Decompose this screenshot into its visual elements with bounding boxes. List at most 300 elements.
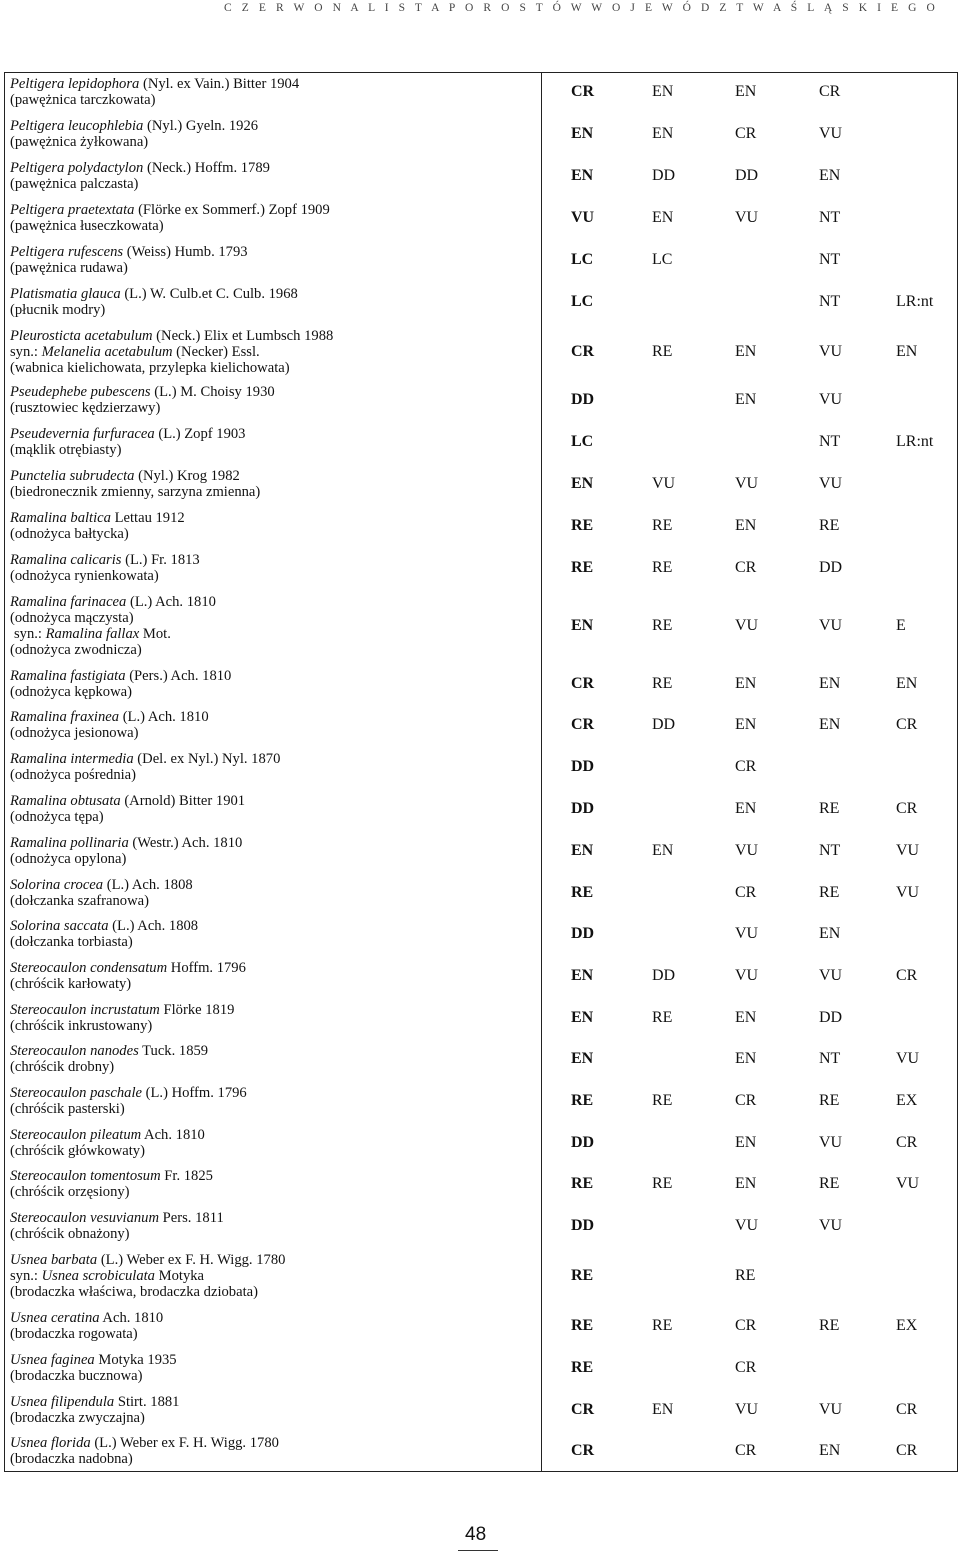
status-cell-col2: EN (652, 209, 674, 226)
species-cell (10, 1043, 535, 1075)
species-author: (L.) Weber ex F. H. Wigg. 1780 (90, 1435, 279, 1451)
status-cell-col2: RE (652, 1092, 673, 1109)
synonym-label: syn.: (14, 626, 46, 642)
species-common-name: (dołczanka szafranowa) (10, 893, 149, 909)
status-cell-col1: DD (571, 391, 595, 408)
status-cell-col2: LC (652, 251, 673, 268)
species-name-line (10, 202, 535, 218)
species-latin-name: Stereocaulon paschale (10, 1085, 142, 1101)
species-common-name: (odnożyca kępkowa) (10, 684, 132, 700)
species-name-line (10, 1252, 535, 1268)
species-name-line (10, 835, 535, 851)
status-cell-col1: LC (571, 293, 594, 310)
status-cell-col5: EN (896, 675, 918, 692)
status-cell-col3: EN (735, 83, 757, 100)
species-common-name: (odnożyca rynienkowata) (10, 568, 159, 584)
status-cell-col1: DD (571, 1217, 595, 1234)
species-latin-name: Stereocaulon tomentosum (10, 1168, 161, 1184)
status-cell-col1: RE (571, 1175, 594, 1192)
species-cell (10, 1085, 535, 1117)
status-cell-col4: NT (819, 842, 841, 859)
status-cell-col4: DD (819, 559, 843, 576)
species-common-name: (odnożyca bałtycka) (10, 526, 129, 542)
status-cell-col4: NT (819, 1050, 841, 1067)
species-latin-name: Ramalina calicaris (10, 552, 122, 568)
species-cell (10, 328, 535, 376)
status-cell-col1: LC (571, 433, 594, 450)
species-common-name: (brodaczka właściwa, brodaczka dziobata) (10, 1284, 258, 1300)
status-cell-col3: RE (735, 1267, 756, 1284)
species-latin-name: Peltigera rufescens (10, 244, 124, 260)
species-common-name: (brodaczka bucznowa) (10, 1368, 143, 1384)
species-latin-name: Usnea filipendula (10, 1394, 115, 1410)
species-latin-name: Punctelia subrudecta (10, 468, 135, 484)
status-cell-col3: VU (735, 209, 759, 226)
species-cell (10, 709, 535, 741)
species-author: (L.) M. Choisy 1930 (150, 384, 275, 400)
species-author: Tuck. 1859 (138, 1043, 209, 1059)
status-cell-col1: CR (571, 716, 595, 733)
status-cell-col5: VU (896, 1050, 920, 1067)
status-cell-col3: EN (735, 391, 757, 408)
status-cell-col1: EN (571, 967, 594, 984)
species-name-line (10, 1127, 535, 1143)
status-cell-col1: RE (571, 517, 594, 534)
status-cell-col4: CR (819, 83, 841, 100)
status-cell-col2: RE (652, 343, 673, 360)
species-name-line (10, 793, 535, 809)
species-author: (L.) Ach. 1808 (103, 877, 193, 893)
status-cell-col3: CR (735, 1092, 757, 1109)
species-cell (10, 244, 535, 276)
status-cell-col1: RE (571, 1092, 594, 1109)
species-cell (10, 918, 535, 950)
species-latin-name: Pleurosticta acetabulum (10, 328, 153, 344)
species-latin-name: Usnea faginea (10, 1352, 95, 1368)
status-cell-col1: RE (571, 1267, 594, 1284)
status-cell-col4: VU (819, 1217, 843, 1234)
species-name-line (10, 594, 535, 610)
species-name-line (10, 1310, 535, 1326)
status-cell-col1: EN (571, 475, 594, 492)
species-author: (Neck.) Hoffm. 1789 (143, 160, 270, 176)
status-cell-col3: VU (735, 617, 759, 634)
status-cell-col1: EN (571, 842, 594, 859)
species-name-line (10, 286, 535, 302)
status-cell-col3: EN (735, 800, 757, 817)
status-cell-col2: EN (652, 842, 674, 859)
status-cell-col5: VU (896, 884, 920, 901)
status-cell-col1: CR (571, 1442, 595, 1459)
species-name-line (10, 1168, 535, 1184)
status-cell-col2: RE (652, 1009, 673, 1026)
species-name-line (10, 1085, 535, 1101)
status-cell-col4: EN (819, 1442, 841, 1459)
status-cell-col3: EN (735, 675, 757, 692)
species-common-name: (pawężnica palczasta) (10, 176, 139, 192)
species-name-line (10, 244, 535, 260)
species-author: (L.) Zopf 1903 (154, 426, 246, 442)
species-common-name: (chróścik obnażony) (10, 1226, 130, 1242)
status-cell-col4: EN (819, 675, 841, 692)
status-cell-col1: VU (571, 209, 595, 226)
species-latin-name: Peltigera polydactylon (10, 160, 144, 176)
species-name-line (10, 76, 535, 92)
species-author: (Westr.) Ach. 1810 (128, 835, 243, 851)
status-cell-col4: VU (819, 343, 843, 360)
species-latin-name: Peltigera lepidophora (10, 76, 140, 92)
species-author: (L.) Ach. 1810 (126, 594, 216, 610)
status-cell-col4: VU (819, 1134, 843, 1151)
status-cell-col2: RE (652, 1317, 673, 1334)
status-cell-col3: CR (735, 758, 757, 775)
species-latin-name: Stereocaulon condensatum (10, 960, 168, 976)
species-author: (Arnold) Bitter 1901 (120, 793, 246, 809)
status-cell-col1: EN (571, 617, 594, 634)
species-cell (10, 960, 535, 992)
status-cell-col1: RE (571, 559, 594, 576)
species-latin-name: Peltigera praetextata (10, 202, 135, 218)
species-cell (10, 877, 535, 909)
species-latin-name: Stereocaulon incrustatum (10, 1002, 160, 1018)
species-common-name: (chróścik drobny) (10, 1059, 115, 1075)
species-common-name: (brodaczka nadobna) (10, 1451, 133, 1467)
status-cell-col3: CR (735, 884, 757, 901)
species-author: (L.) Ach. 1810 (119, 709, 209, 725)
status-cell-col2: RE (652, 617, 673, 634)
status-cell-col1: RE (571, 884, 594, 901)
species-name-line (10, 552, 535, 568)
species-common-name: (odnożyca zwodnicza) (10, 642, 142, 658)
synonym-line (10, 626, 535, 642)
status-cell-col3: DD (735, 167, 759, 184)
status-cell-col2: RE (652, 675, 673, 692)
species-common-name: (brodaczka zwyczajna) (10, 1410, 145, 1426)
species-name-line (10, 160, 535, 176)
synonym-label: syn.: (10, 1268, 42, 1284)
species-name-line (10, 709, 535, 725)
species-author: Ach. 1810 (99, 1310, 164, 1326)
status-cell-col3: VU (735, 1217, 759, 1234)
status-cell-col3: VU (735, 842, 759, 859)
status-cell-col1: CR (571, 83, 595, 100)
synonym-label: syn.: (10, 344, 42, 360)
species-latin-name: Ramalina farinacea (10, 594, 127, 610)
status-cell-col5: CR (896, 1442, 918, 1459)
species-latin-name: Solorina saccata (10, 918, 109, 934)
status-cell-col5: CR (896, 716, 918, 733)
species-latin-name: Ramalina intermedia (10, 751, 134, 767)
synonym-line (10, 344, 535, 360)
species-latin-name: Pseudevernia furfuracea (10, 426, 155, 442)
status-cell-col1: CR (571, 1401, 595, 1418)
synonym-author: Motyka (154, 1268, 205, 1284)
status-cell-col4: NT (819, 251, 841, 268)
species-common-name: (chróścik główkowaty) (10, 1143, 145, 1159)
species-author: (Nyl. ex Vain.) Bitter 1904 (139, 76, 300, 92)
status-cell-col3: EN (735, 716, 757, 733)
species-cell (10, 160, 535, 192)
status-cell-col5: CR (896, 800, 918, 817)
species-cell (10, 202, 535, 234)
status-cell-col3: EN (735, 1134, 757, 1151)
synonym-author: Mot. (139, 626, 171, 642)
species-author: Motyka 1935 (94, 1352, 177, 1368)
species-author: Stirt. 1881 (114, 1394, 180, 1410)
status-cell-col5: E (896, 617, 906, 634)
status-cell-col2: RE (652, 517, 673, 534)
species-cell (10, 1210, 535, 1242)
status-cell-col3: VU (735, 475, 759, 492)
species-name-line (10, 1210, 535, 1226)
species-common-name: (dołczanka torbiasta) (10, 934, 133, 950)
species-common-name: (biedronecznik zmienny, sarzyna zmienna) (10, 484, 261, 500)
status-cell-col5: LR:nt (896, 293, 934, 310)
status-cell-col3: CR (735, 1359, 757, 1376)
status-cell-col4: VU (819, 125, 843, 142)
species-common-name: (brodaczka rogowata) (10, 1326, 138, 1342)
species-cell (10, 594, 535, 658)
status-cell-col2: VU (652, 475, 676, 492)
species-cell (10, 835, 535, 867)
status-cell-col4: RE (819, 1175, 840, 1192)
status-cell-col5: EN (896, 343, 918, 360)
species-cell (10, 468, 535, 500)
status-cell-col2: DD (652, 967, 676, 984)
status-cell-col1: CR (571, 343, 595, 360)
species-name-line (10, 1352, 535, 1368)
species-latin-name: Ramalina fastigiata (10, 668, 126, 684)
species-common-name: (pawężnica łuseczkowata) (10, 218, 164, 234)
status-cell-col3: VU (735, 967, 759, 984)
status-cell-col4: EN (819, 925, 841, 942)
species-name-line (10, 510, 535, 526)
status-cell-col3: EN (735, 1050, 757, 1067)
species-latin-name: Usnea florida (10, 1435, 91, 1451)
species-common-name: (pawężnica tarczkowata) (10, 92, 156, 108)
species-name-line (10, 1043, 535, 1059)
species-name-line (10, 1435, 535, 1451)
status-cell-col1: EN (571, 167, 594, 184)
species-author: (L.) Weber ex F. H. Wigg. 1780 (97, 1252, 286, 1268)
species-cell (10, 118, 535, 150)
species-name-line (10, 118, 535, 134)
species-common-name: (odnożyca mączysta) (10, 610, 134, 626)
status-cell-col5: EX (896, 1317, 918, 1334)
status-cell-col2: EN (652, 125, 674, 142)
species-name-line (10, 468, 535, 484)
status-cell-col2: EN (652, 83, 674, 100)
synonym-author: (Necker) Essl. (172, 344, 260, 360)
species-common-name: (chróścik inkrustowany) (10, 1018, 153, 1034)
status-cell-col5: CR (896, 1134, 918, 1151)
species-cell (10, 1168, 535, 1200)
species-author: (L.) Hoffm. 1796 (142, 1085, 247, 1101)
species-name-line (10, 918, 535, 934)
status-cell-col4: EN (819, 716, 841, 733)
species-common-name: (chróścik pasterski) (10, 1101, 125, 1117)
status-cell-col2: RE (652, 1175, 673, 1192)
species-common-name: (pawężnica rudawa) (10, 260, 128, 276)
species-cell (10, 384, 535, 416)
species-author: Flörke 1819 (159, 1002, 235, 1018)
synonym-line (10, 1268, 535, 1284)
species-cell (10, 751, 535, 783)
status-cell-col4: NT (819, 209, 841, 226)
page-header (0, 0, 960, 26)
status-cell-col3: EN (735, 517, 757, 534)
species-latin-name: Stereocaulon pileatum (10, 1127, 142, 1143)
species-name-line (10, 328, 535, 344)
species-cell (10, 1310, 535, 1342)
species-latin-name: Solorina crocea (10, 877, 104, 893)
status-cell-col3: CR (735, 559, 757, 576)
status-cell-col4: RE (819, 884, 840, 901)
status-cell-col4: VU (819, 1401, 843, 1418)
species-cell (10, 793, 535, 825)
status-cell-col4: VU (819, 475, 843, 492)
species-author: (L.) W. Culb.et C. Culb. 1968 (120, 286, 298, 302)
species-cell (10, 510, 535, 542)
species-common-name: (chróścik karłowaty) (10, 976, 132, 992)
species-latin-name: Ramalina pollinaria (10, 835, 129, 851)
species-name-line (10, 426, 535, 442)
status-cell-col5: VU (896, 842, 920, 859)
species-latin-name: Ramalina fraxinea (10, 709, 120, 725)
species-author: (Nyl.) Gyeln. 1926 (143, 118, 259, 134)
species-latin-name: Stereocaulon vesuvianum (10, 1210, 160, 1226)
species-author: (L.) Ach. 1808 (108, 918, 199, 934)
status-cell-col1: LC (571, 251, 594, 268)
species-common-name: (płucnik modry) (10, 302, 106, 318)
status-cell-col1: EN (571, 1009, 594, 1026)
status-cell-col1: DD (571, 800, 595, 817)
status-cell-col5: CR (896, 1401, 918, 1418)
synonym-name: Melanelia acetabulum (41, 344, 173, 360)
status-cell-col4: VU (819, 617, 843, 634)
species-name-line (10, 384, 535, 400)
species-cell (10, 1127, 535, 1159)
species-cell (10, 552, 535, 584)
status-cell-col1: EN (571, 1050, 594, 1067)
status-cell-col2: RE (652, 559, 673, 576)
status-cell-col1: RE (571, 1317, 594, 1334)
species-author: (Flörke ex Sommerf.) Zopf 1909 (134, 202, 330, 218)
synonym-name: Ramalina fallax (45, 626, 140, 642)
status-cell-col1: CR (571, 675, 595, 692)
species-name-line (10, 1002, 535, 1018)
species-name-line (10, 877, 535, 893)
column-divider (541, 72, 542, 1472)
status-cell-col3: EN (735, 343, 757, 360)
species-cell (10, 286, 535, 318)
species-latin-name: Pseudephebe pubescens (10, 384, 151, 400)
status-cell-col3: CR (735, 1317, 757, 1334)
species-common-name: (chróścik orzęsiony) (10, 1184, 130, 1200)
species-common-name: (pawężnica żyłkowana) (10, 134, 149, 150)
species-name-line (10, 960, 535, 976)
species-author: Hoffm. 1796 (167, 960, 246, 976)
species-cell (10, 76, 535, 108)
status-cell-col4: NT (819, 293, 841, 310)
species-common-name: (odnożyca opylona) (10, 851, 127, 867)
species-latin-name: Ramalina baltica (10, 510, 111, 526)
species-cell (10, 1394, 535, 1426)
status-cell-col4: NT (819, 433, 841, 450)
species-cell (10, 1352, 535, 1384)
species-author: (L.) Fr. 1813 (121, 552, 200, 568)
status-cell-col5: EX (896, 1092, 918, 1109)
status-cell-col4: VU (819, 391, 843, 408)
status-cell-col2: EN (652, 1401, 674, 1418)
species-latin-name: Peltigera leucophlebia (10, 118, 144, 134)
status-cell-col2: DD (652, 716, 676, 733)
status-cell-col1: DD (571, 925, 595, 942)
synonym-name: Usnea scrobiculata (41, 1268, 155, 1284)
species-latin-name: Ramalina obtusata (10, 793, 121, 809)
status-cell-col3: EN (735, 1175, 757, 1192)
species-name-line (10, 1394, 535, 1410)
species-cell (10, 1435, 535, 1467)
status-cell-col5: VU (896, 1175, 920, 1192)
status-cell-col4: RE (819, 1317, 840, 1334)
page-number-rule (458, 1550, 498, 1551)
status-cell-col4: RE (819, 1092, 840, 1109)
status-cell-col2: DD (652, 167, 676, 184)
status-cell-col5: CR (896, 967, 918, 984)
status-cell-col4: RE (819, 800, 840, 817)
species-author: Lettau 1912 (110, 510, 185, 526)
species-name-line (10, 751, 535, 767)
species-common-name: (mąklik otrębiasty) (10, 442, 122, 458)
species-author: (Pers.) Ach. 1810 (125, 668, 232, 684)
status-cell-col4: VU (819, 967, 843, 984)
species-cell (10, 426, 535, 458)
species-common-name: (odnożyca tępa) (10, 809, 104, 825)
status-cell-col3: CR (735, 125, 757, 142)
status-cell-col3: VU (735, 1401, 759, 1418)
status-cell-col5: LR:nt (896, 433, 934, 450)
status-cell-col4: EN (819, 167, 841, 184)
species-author: Pers. 1811 (159, 1210, 224, 1226)
species-latin-name: Platismatia glauca (10, 286, 121, 302)
species-author: Fr. 1825 (160, 1168, 213, 1184)
status-cell-col3: EN (735, 1009, 757, 1026)
species-author: Ach. 1810 (141, 1127, 205, 1143)
species-latin-name: Usnea ceratina (10, 1310, 100, 1326)
species-author: (Neck.) Elix et Lumbsch 1988 (152, 328, 334, 344)
species-cell (10, 668, 535, 700)
species-latin-name: Usnea barbata (10, 1252, 98, 1268)
header-title: C Z E R W O N A L I S T A P O R O S T Ó W W O J E W Ó D Z T W A Ś L Ą S K I E G O (224, 2, 939, 14)
species-author: (Del. ex Nyl.) Nyl. 1870 (133, 751, 281, 767)
species-author: (Weiss) Humb. 1793 (123, 244, 248, 260)
species-common-name: (rusztowiec kędzierzawy) (10, 400, 161, 416)
species-common-name: (odnożyca pośrednia) (10, 767, 137, 783)
species-cell (10, 1002, 535, 1034)
status-cell-col1: RE (571, 1359, 594, 1376)
species-cell (10, 1252, 535, 1300)
species-common-name: (odnożyca jesionowa) (10, 725, 139, 741)
species-common-name: (wabnica kielichowata, przylepka kielichowata) (10, 360, 290, 376)
page-number: 48 (465, 1524, 487, 1545)
status-cell-col1: EN (571, 125, 594, 142)
status-cell-col1: DD (571, 1134, 595, 1151)
status-cell-col1: DD (571, 758, 595, 775)
status-cell-col4: RE (819, 517, 840, 534)
species-latin-name: Stereocaulon nanodes (10, 1043, 139, 1059)
species-name-line (10, 668, 535, 684)
